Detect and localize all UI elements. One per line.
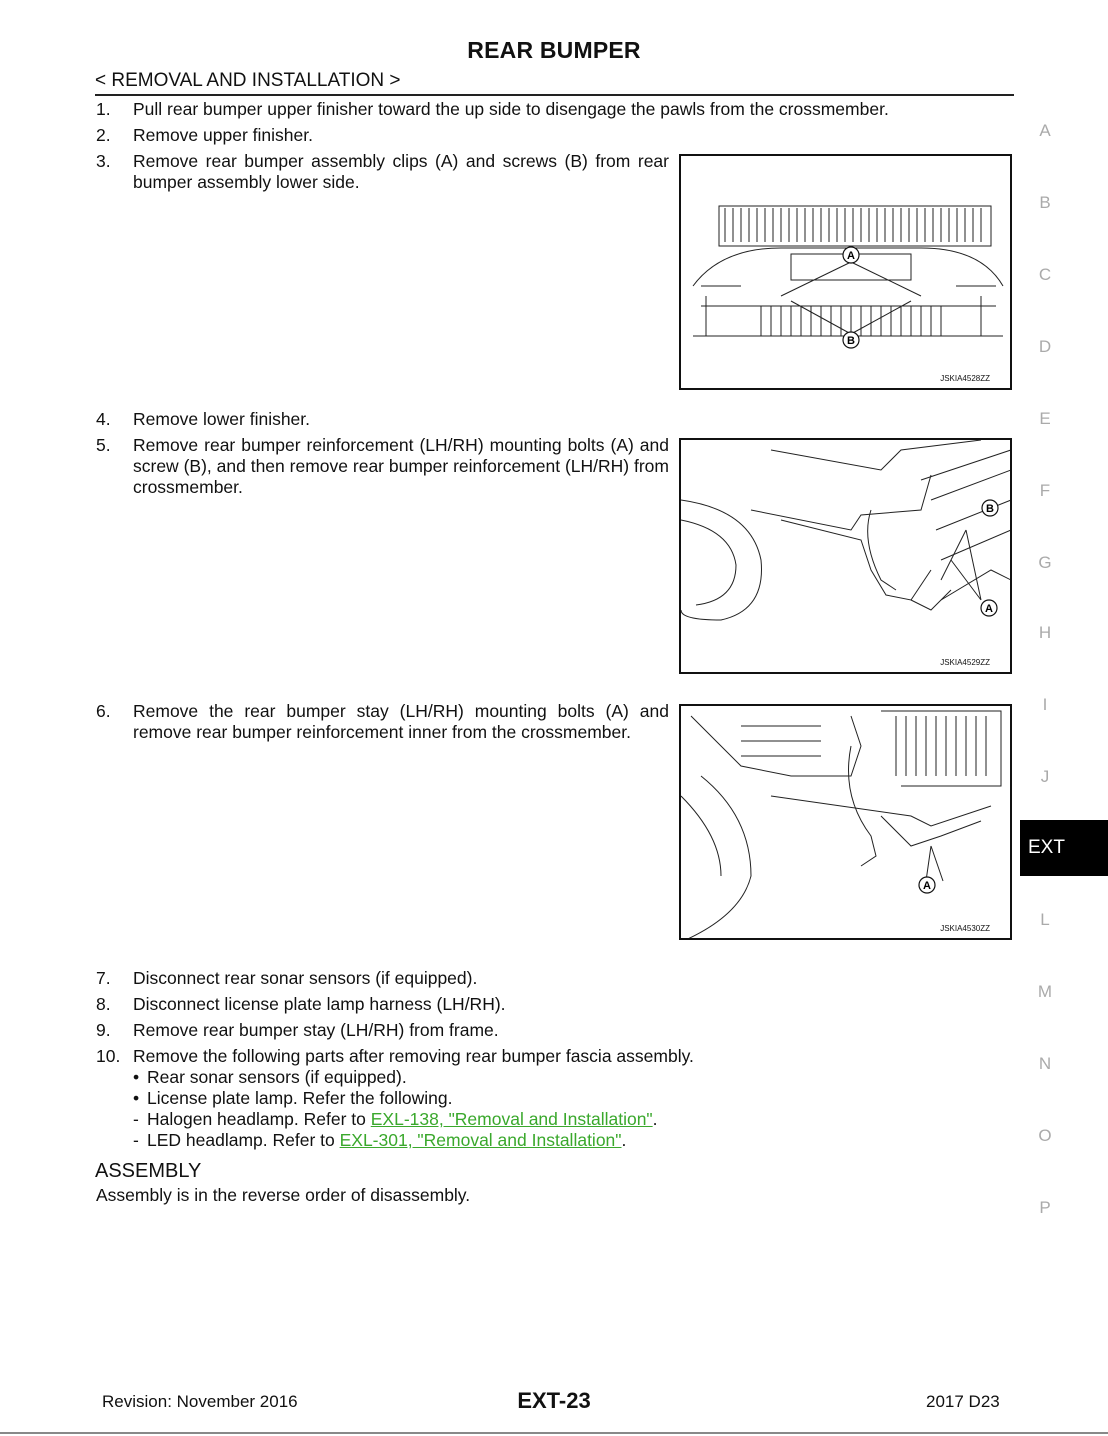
- step-number: 5.: [96, 435, 111, 455]
- footer-model: 2017 D23: [926, 1392, 1000, 1411]
- figure-code: JSKIA4529ZZ: [940, 658, 990, 667]
- figure-illustration: [681, 156, 1012, 390]
- callout-a: A: [923, 880, 931, 892]
- figure-code: JSKIA4528ZZ: [940, 374, 990, 383]
- section-heading: < REMOVAL AND INSTALLATION >: [95, 70, 401, 91]
- sub-item-text: Rear sonar sensors (if equipped).: [147, 1067, 407, 1087]
- step-number: 4.: [96, 409, 111, 429]
- index-letter-a[interactable]: A: [1039, 121, 1051, 140]
- index-letter-c[interactable]: C: [1038, 265, 1052, 284]
- index-letter-f[interactable]: F: [1039, 481, 1051, 500]
- index-tab-ext[interactable]: [1020, 820, 1108, 876]
- step-number: 10.: [96, 1046, 121, 1066]
- footer-page-number: EXT-23: [517, 1388, 591, 1413]
- callout-a: A: [847, 250, 855, 262]
- figure-rear-bumper-lower-side: [679, 154, 1012, 390]
- index-letter-m[interactable]: M: [1037, 982, 1053, 1001]
- index-letter-l[interactable]: L: [1040, 910, 1050, 929]
- step-text: Disconnect rear sonar sensors (if equipped).: [133, 968, 478, 988]
- step-number: 1.: [96, 99, 111, 119]
- sub-item: [133, 1109, 658, 1130]
- bullet: •: [133, 1088, 140, 1108]
- index-letter-e[interactable]: E: [1039, 409, 1051, 428]
- sub-item: [133, 1067, 407, 1088]
- callout-b: B: [986, 503, 994, 515]
- figure-bumper-stay-bolts: [679, 704, 1012, 940]
- sub-item-after: .: [652, 1109, 658, 1129]
- bottom-border: [0, 1432, 1108, 1434]
- callout-a: A: [985, 603, 993, 615]
- step-text: Remove the following parts after removing rear bumper fascia assembly.: [133, 1046, 694, 1066]
- sub-item: [133, 1088, 452, 1109]
- figure-reinforcement-bolts: [679, 438, 1012, 674]
- step-text: Pull rear bumper upper finisher toward the up side to disengage the pawls from the crossmember.: [133, 99, 889, 119]
- index-letter-h[interactable]: H: [1038, 623, 1052, 642]
- step-text: Remove rear bumper stay (LH/RH) from frame.: [133, 1020, 499, 1040]
- sub-item-after: .: [621, 1130, 627, 1150]
- step-text: Remove rear bumper reinforcement (LH/RH) mounting bolts (A) and screw (B), and then remove rear bumper reinforcement (LH/RH) from crossmember.: [133, 435, 669, 497]
- bullet: -: [133, 1130, 139, 1150]
- index-letter-b[interactable]: B: [1039, 193, 1051, 212]
- index-letter-p[interactable]: P: [1039, 1198, 1051, 1217]
- callout-b: B: [847, 335, 855, 347]
- index-letter-n[interactable]: N: [1038, 1054, 1052, 1073]
- footer-revision: Revision: November 2016: [102, 1392, 298, 1411]
- bullet: -: [133, 1109, 139, 1129]
- step-number: 3.: [96, 151, 111, 171]
- step-text: Remove rear bumper assembly clips (A) and screws (B) from rear bumper assembly lower side.: [133, 151, 669, 192]
- sub-item-text: Halogen headlamp. Refer to: [147, 1109, 371, 1129]
- step-text: Remove lower finisher.: [133, 409, 311, 429]
- step-text: Disconnect license plate lamp harness (LH/RH).: [133, 994, 506, 1014]
- index-letter-d[interactable]: D: [1038, 337, 1052, 356]
- step-text: Remove upper finisher.: [133, 125, 313, 145]
- index-letter-i[interactable]: I: [1042, 695, 1048, 714]
- step-number: 9.: [96, 1020, 111, 1040]
- step-number: 7.: [96, 968, 111, 988]
- sub-item-text: License plate lamp. Refer the following.: [147, 1088, 453, 1108]
- step-number: 8.: [96, 994, 111, 1014]
- sub-item: [133, 1130, 626, 1151]
- figure-illustration: [681, 440, 1012, 674]
- figure-illustration: [681, 706, 1012, 940]
- page-title: REAR BUMPER: [467, 37, 641, 63]
- exl-301-link[interactable]: EXL-301, "Removal and Installation": [339, 1130, 622, 1150]
- index-letter-j[interactable]: J: [1040, 767, 1050, 786]
- figure-code: JSKIA4530ZZ: [940, 924, 990, 933]
- exl-138-link[interactable]: EXL-138, "Removal and Installation": [370, 1109, 653, 1129]
- bullet: •: [133, 1067, 140, 1087]
- header-rule: [95, 94, 1014, 96]
- assembly-text: Assembly is in the reverse order of disassembly.: [96, 1185, 471, 1205]
- index-tab-ext-label: EXT: [1028, 837, 1065, 858]
- step-number: 2.: [96, 125, 111, 145]
- sub-item-text: LED headlamp. Refer to: [147, 1130, 340, 1150]
- index-letter-g[interactable]: G: [1038, 553, 1052, 572]
- index-letter-o[interactable]: O: [1038, 1126, 1052, 1145]
- assembly-heading: ASSEMBLY: [95, 1160, 202, 1182]
- step-text: Remove the rear bumper stay (LH/RH) mounting bolts (A) and remove rear bumper reinforcement inner from the crossmember.: [133, 701, 669, 742]
- step-number: 6.: [96, 701, 111, 721]
